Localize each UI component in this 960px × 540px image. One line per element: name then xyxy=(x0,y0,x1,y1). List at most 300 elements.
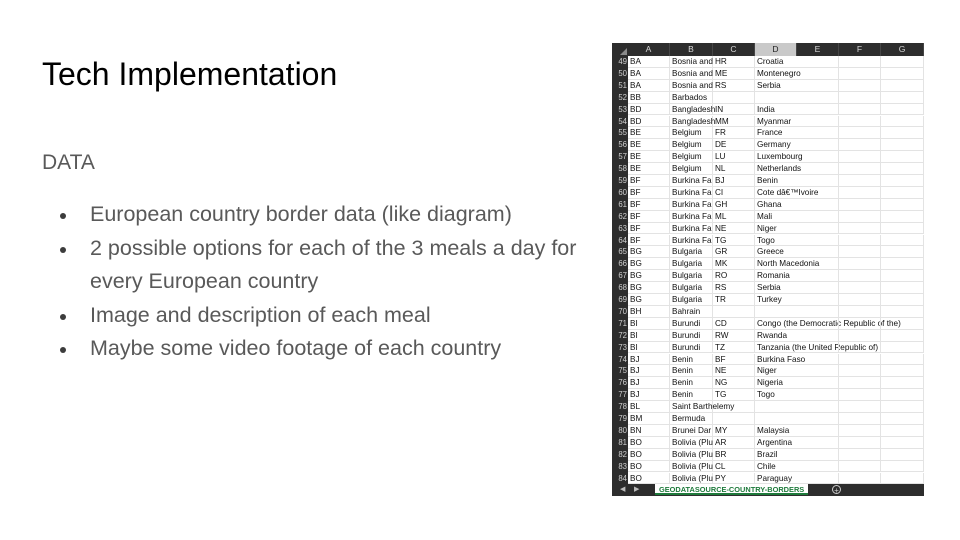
cell-g[interactable] xyxy=(881,116,924,128)
column-header-b[interactable]: B xyxy=(670,43,713,56)
cell-g[interactable] xyxy=(881,294,924,306)
cell-c[interactable]: MY xyxy=(713,425,755,437)
cell-d[interactable]: Rwanda xyxy=(755,330,797,342)
cell-d[interactable]: Malaysia xyxy=(755,425,797,437)
cell-b[interactable]: Bosnia and xyxy=(672,68,713,78)
cell-a[interactable]: BA xyxy=(628,56,670,68)
cell-f[interactable] xyxy=(839,389,881,401)
cell-c[interactable]: CI xyxy=(713,187,755,199)
cell-c[interactable]: PY xyxy=(713,473,755,485)
cell-g[interactable] xyxy=(881,235,924,247)
cell-d[interactable]: India xyxy=(755,104,797,116)
cell-e[interactable] xyxy=(797,473,839,485)
cell-c[interactable]: HR xyxy=(713,56,755,68)
cell-g[interactable] xyxy=(881,199,924,211)
cell-e[interactable] xyxy=(797,246,839,258)
cell-e[interactable] xyxy=(797,151,839,163)
cell-c[interactable]: RO xyxy=(713,270,755,282)
cell-e[interactable] xyxy=(797,199,839,211)
cell-d[interactable]: France xyxy=(755,127,797,139)
cell-e[interactable] xyxy=(797,330,839,342)
cell-a[interactable]: BE xyxy=(628,139,670,151)
cell-f[interactable] xyxy=(839,461,881,473)
cell-f[interactable] xyxy=(839,306,881,318)
cell-a[interactable]: BE xyxy=(628,151,670,163)
cell-f[interactable] xyxy=(839,80,881,92)
cell-a[interactable]: BN xyxy=(628,425,670,437)
cell-b[interactable]: Bermuda xyxy=(670,413,713,425)
cell-a[interactable]: BE xyxy=(628,163,670,175)
cell-b[interactable]: Barbados xyxy=(670,92,713,104)
cell-g[interactable] xyxy=(881,377,924,389)
cell-a[interactable]: BO xyxy=(628,473,670,485)
cell-d[interactable]: Luxembourg xyxy=(757,152,803,162)
cell-e[interactable] xyxy=(797,187,839,199)
cell-f[interactable] xyxy=(839,330,881,342)
cell-f[interactable] xyxy=(839,211,881,223)
cell-b[interactable]: Saint Barthelemy xyxy=(672,402,735,412)
cell-c[interactable]: NE xyxy=(713,223,755,235)
cell-f[interactable] xyxy=(839,413,881,425)
cell-c[interactable]: MM xyxy=(713,116,755,128)
cell-g[interactable] xyxy=(881,318,924,330)
cell-c[interactable]: GH xyxy=(713,199,755,211)
cell-e[interactable] xyxy=(797,175,839,187)
cell-g[interactable] xyxy=(881,461,924,473)
cell-b[interactable]: Burundi xyxy=(670,318,713,330)
cell-a[interactable]: BE xyxy=(628,127,670,139)
cell-a[interactable]: BJ xyxy=(628,377,670,389)
row-number[interactable]: 53 xyxy=(618,104,627,114)
cell-d[interactable]: Montenegro xyxy=(757,68,801,78)
cell-b[interactable]: Burkina Fa xyxy=(672,235,712,245)
cell-f[interactable] xyxy=(839,68,881,80)
row-number[interactable]: 57 xyxy=(618,152,627,162)
cell-a[interactable]: BG xyxy=(628,258,670,270)
cell-d[interactable] xyxy=(755,306,797,318)
cell-d[interactable]: Tanzania (the United Republic of) xyxy=(757,342,879,352)
cell-c[interactable]: BJ xyxy=(713,175,755,187)
cell-f[interactable] xyxy=(839,425,881,437)
cell-d[interactable]: Cote dâ€™Ivoire xyxy=(757,187,819,197)
cell-g[interactable] xyxy=(881,246,924,258)
cell-a[interactable]: BJ xyxy=(628,389,670,401)
cell-e[interactable] xyxy=(797,68,839,80)
cell-c[interactable]: RS xyxy=(713,282,755,294)
cell-b[interactable]: Benin xyxy=(670,377,713,389)
row-number[interactable]: 83 xyxy=(618,461,627,471)
row-number[interactable]: 54 xyxy=(618,116,627,126)
row-number[interactable]: 62 xyxy=(618,211,627,221)
cell-g[interactable] xyxy=(881,473,924,485)
cell-b[interactable]: Benin xyxy=(670,365,713,377)
cell-g[interactable] xyxy=(881,127,924,139)
cell-f[interactable] xyxy=(839,401,881,413)
row-number[interactable]: 79 xyxy=(618,414,627,423)
cell-d[interactable]: Chile xyxy=(755,461,797,473)
cell-a[interactable]: BA xyxy=(628,68,670,80)
cell-d[interactable]: Togo xyxy=(755,389,797,401)
cell-g[interactable] xyxy=(881,330,924,342)
cell-d[interactable]: Brazil xyxy=(755,449,797,461)
cell-a[interactable]: BH xyxy=(628,306,670,318)
cell-a[interactable]: BI xyxy=(628,330,670,342)
cell-d[interactable]: Nigeria xyxy=(755,377,797,389)
cell-e[interactable] xyxy=(797,104,839,116)
row-number[interactable]: 67 xyxy=(618,271,627,281)
cell-f[interactable] xyxy=(839,270,881,282)
cell-f[interactable] xyxy=(839,223,881,235)
cell-d[interactable]: Burkina Faso xyxy=(757,354,806,364)
add-sheet-icon[interactable]: + xyxy=(832,485,841,494)
column-header-d[interactable]: D xyxy=(755,43,797,56)
cell-g[interactable] xyxy=(881,139,924,151)
cell-e[interactable] xyxy=(797,270,839,282)
cell-a[interactable]: BG xyxy=(628,270,670,282)
cell-b[interactable]: Bolivia (Plu xyxy=(672,449,713,459)
cell-c[interactable]: BR xyxy=(713,449,755,461)
tab-scroll-right-icon[interactable]: ▶ xyxy=(634,486,640,493)
column-header-a[interactable]: A xyxy=(628,43,670,56)
sheet-tab[interactable]: GEODATASOURCE-COUNTRY-BORDERS xyxy=(655,484,808,495)
cell-g[interactable] xyxy=(881,187,924,199)
row-number[interactable]: 81 xyxy=(618,437,627,447)
cell-d[interactable]: Romania xyxy=(755,270,797,282)
cell-f[interactable] xyxy=(839,258,881,270)
cell-c[interactable]: CD xyxy=(713,318,755,330)
cell-f[interactable] xyxy=(839,56,881,68)
cell-g[interactable] xyxy=(881,211,924,223)
cell-b[interactable]: Burundi xyxy=(670,342,713,354)
row-number[interactable]: 73 xyxy=(618,342,627,352)
column-header-e[interactable]: E xyxy=(797,43,839,56)
cell-e[interactable] xyxy=(797,354,839,366)
cell-d[interactable]: Serbia xyxy=(755,282,797,294)
cell-b[interactable]: Brunei Dar xyxy=(672,425,712,435)
cell-c[interactable]: NE xyxy=(713,365,755,377)
cell-e[interactable] xyxy=(797,342,839,354)
row-number[interactable]: 78 xyxy=(618,402,627,412)
cell-d[interactable]: Mali xyxy=(755,211,797,223)
cell-a[interactable]: BD xyxy=(628,104,670,116)
cell-d[interactable]: Congo (the Democratic Republic of the) xyxy=(757,318,901,328)
cell-g[interactable] xyxy=(881,449,924,461)
cell-a[interactable]: BF xyxy=(628,211,670,223)
row-number[interactable]: 64 xyxy=(618,235,627,245)
cell-b[interactable]: Burkina Fa xyxy=(672,211,712,221)
cell-a[interactable]: BI xyxy=(628,342,670,354)
cell-e[interactable] xyxy=(797,318,839,330)
cell-c[interactable] xyxy=(713,401,755,413)
cell-e[interactable] xyxy=(797,211,839,223)
cell-b[interactable]: Bulgaria xyxy=(670,246,713,258)
cell-g[interactable] xyxy=(881,282,924,294)
cell-d[interactable]: Serbia xyxy=(755,80,797,92)
cell-b[interactable]: Bolivia (Plu xyxy=(672,461,713,471)
cell-f[interactable] xyxy=(839,449,881,461)
row-number[interactable]: 72 xyxy=(618,330,627,340)
cell-c[interactable]: BF xyxy=(713,354,755,366)
cell-b[interactable]: Bosnia and xyxy=(672,57,713,66)
cell-a[interactable]: BD xyxy=(628,116,670,128)
cell-a[interactable]: BF xyxy=(628,187,670,199)
cell-g[interactable] xyxy=(881,68,924,80)
cell-f[interactable] xyxy=(839,116,881,128)
cell-f[interactable] xyxy=(839,187,881,199)
cell-f[interactable] xyxy=(839,377,881,389)
cell-e[interactable] xyxy=(797,92,839,104)
row-number[interactable]: 55 xyxy=(618,128,627,138)
row-number[interactable]: 68 xyxy=(618,283,627,293)
cell-a[interactable]: BI xyxy=(628,318,670,330)
cell-d[interactable]: Germany xyxy=(755,139,797,151)
row-number[interactable]: 65 xyxy=(618,247,627,257)
cell-g[interactable] xyxy=(881,342,924,354)
cell-e[interactable] xyxy=(797,401,839,413)
row-number[interactable]: 69 xyxy=(618,295,627,304)
cell-b[interactable]: Belgium xyxy=(670,127,713,139)
cell-a[interactable]: BO xyxy=(628,449,670,461)
cell-e[interactable] xyxy=(797,425,839,437)
cell-d[interactable]: Turkey xyxy=(755,294,797,306)
cell-b[interactable]: Belgium xyxy=(670,151,713,163)
cell-g[interactable] xyxy=(881,258,924,270)
cell-f[interactable] xyxy=(839,139,881,151)
column-header-c[interactable]: C xyxy=(713,43,755,56)
cell-g[interactable] xyxy=(881,80,924,92)
cell-c[interactable]: RW xyxy=(713,330,755,342)
row-number[interactable]: 50 xyxy=(618,68,627,78)
cell-g[interactable] xyxy=(881,104,924,116)
cell-d[interactable]: Greece xyxy=(755,246,797,258)
cell-d[interactable]: Niger xyxy=(755,223,797,235)
cell-b[interactable]: Bulgaria xyxy=(670,282,713,294)
row-number[interactable]: 56 xyxy=(618,140,627,150)
cell-g[interactable] xyxy=(881,354,924,366)
row-number[interactable]: 49 xyxy=(618,57,627,66)
cell-g[interactable] xyxy=(881,175,924,187)
cell-f[interactable] xyxy=(839,175,881,187)
row-number[interactable]: 75 xyxy=(618,366,627,376)
cell-d[interactable] xyxy=(755,413,797,425)
cell-c[interactable] xyxy=(713,413,755,425)
cell-g[interactable] xyxy=(881,223,924,235)
cell-a[interactable]: BJ xyxy=(628,365,670,377)
cell-f[interactable] xyxy=(839,294,881,306)
cell-b[interactable]: Bolivia (Plu xyxy=(672,437,713,447)
cell-g[interactable] xyxy=(881,163,924,175)
cell-c[interactable]: NG xyxy=(713,377,755,389)
cell-d[interactable]: Croatia xyxy=(755,56,797,68)
cell-f[interactable] xyxy=(839,151,881,163)
cell-b[interactable]: Belgium xyxy=(670,139,713,151)
row-number[interactable]: 61 xyxy=(618,199,627,209)
cell-a[interactable]: BF xyxy=(628,199,670,211)
cell-f[interactable] xyxy=(839,163,881,175)
cell-e[interactable] xyxy=(797,223,839,235)
cell-c[interactable]: TR xyxy=(713,294,755,306)
cell-d[interactable]: Benin xyxy=(755,175,797,187)
cell-b[interactable]: Bolivia (Plu xyxy=(672,473,713,483)
cell-c[interactable]: DE xyxy=(713,139,755,151)
cell-f[interactable] xyxy=(839,92,881,104)
cell-c[interactable]: TG xyxy=(713,235,755,247)
cell-a[interactable]: BG xyxy=(628,294,670,306)
row-number[interactable]: 71 xyxy=(618,318,627,328)
cell-e[interactable] xyxy=(797,139,839,151)
row-number[interactable]: 82 xyxy=(618,449,627,459)
cell-g[interactable] xyxy=(881,56,924,68)
cell-g[interactable] xyxy=(881,437,924,449)
cell-f[interactable] xyxy=(839,246,881,258)
cell-f[interactable] xyxy=(839,199,881,211)
cell-b[interactable]: Belgium xyxy=(670,163,713,175)
row-number[interactable]: 70 xyxy=(618,306,627,316)
cell-g[interactable] xyxy=(881,413,924,425)
cell-a[interactable]: BM xyxy=(628,413,670,425)
cell-a[interactable]: BA xyxy=(628,80,670,92)
cell-g[interactable] xyxy=(881,306,924,318)
cell-c[interactable]: TZ xyxy=(713,342,755,354)
cell-a[interactable]: BG xyxy=(628,282,670,294)
cell-c[interactable]: GR xyxy=(713,246,755,258)
cell-e[interactable] xyxy=(797,127,839,139)
cell-e[interactable] xyxy=(797,258,839,270)
cell-e[interactable] xyxy=(797,163,839,175)
cell-f[interactable] xyxy=(839,354,881,366)
cell-b[interactable]: Burundi xyxy=(670,330,713,342)
cell-d[interactable]: Myanmar xyxy=(755,116,797,128)
cell-g[interactable] xyxy=(881,270,924,282)
column-header-f[interactable]: F xyxy=(839,43,881,56)
cell-g[interactable] xyxy=(881,389,924,401)
cell-b[interactable]: Bangladesh xyxy=(672,104,716,114)
row-number[interactable]: 80 xyxy=(618,425,627,435)
cell-f[interactable] xyxy=(839,473,881,485)
cell-c[interactable] xyxy=(713,306,755,318)
cell-c[interactable]: ME xyxy=(713,68,755,80)
cell-g[interactable] xyxy=(881,365,924,377)
cell-d[interactable] xyxy=(755,92,797,104)
row-number[interactable]: 51 xyxy=(618,80,627,90)
row-number[interactable]: 52 xyxy=(618,92,627,102)
cell-e[interactable] xyxy=(797,461,839,473)
cell-d[interactable]: Niger xyxy=(755,365,797,377)
cell-a[interactable]: BG xyxy=(628,246,670,258)
cell-g[interactable] xyxy=(881,151,924,163)
cell-a[interactable]: BF xyxy=(628,175,670,187)
cell-a[interactable]: BL xyxy=(628,401,670,413)
cell-c[interactable]: NL xyxy=(713,163,755,175)
cell-f[interactable] xyxy=(839,318,881,330)
cell-c[interactable]: AR xyxy=(713,437,755,449)
cell-a[interactable]: BF xyxy=(628,223,670,235)
cell-d[interactable] xyxy=(755,401,797,413)
cell-c[interactable]: ML xyxy=(713,211,755,223)
cell-e[interactable] xyxy=(797,449,839,461)
cell-e[interactable] xyxy=(797,116,839,128)
cell-b[interactable]: Bulgaria xyxy=(670,270,713,282)
cell-d[interactable]: Netherlands xyxy=(757,164,802,174)
cell-e[interactable] xyxy=(797,377,839,389)
column-header-g[interactable]: G xyxy=(881,43,924,56)
row-number[interactable]: 63 xyxy=(618,223,627,233)
cell-f[interactable] xyxy=(839,104,881,116)
cell-b[interactable]: Bahrain xyxy=(670,306,713,318)
cell-g[interactable] xyxy=(881,92,924,104)
select-all-corner[interactable] xyxy=(612,43,628,56)
cell-c[interactable]: TG xyxy=(713,389,755,401)
row-number[interactable]: 60 xyxy=(618,187,627,197)
cell-b[interactable]: Bosnia and xyxy=(672,80,713,90)
cell-e[interactable] xyxy=(797,282,839,294)
cell-b[interactable]: Benin xyxy=(670,389,713,401)
cell-f[interactable] xyxy=(839,342,881,354)
cell-a[interactable]: BO xyxy=(628,461,670,473)
cell-d[interactable]: Togo xyxy=(755,235,797,247)
cell-e[interactable] xyxy=(797,80,839,92)
cell-b[interactable]: Burkina Fa xyxy=(672,187,712,197)
cell-b[interactable]: Bangladesh xyxy=(672,116,716,126)
row-number[interactable]: 66 xyxy=(618,259,627,269)
cell-a[interactable]: BJ xyxy=(628,354,670,366)
row-number[interactable]: 76 xyxy=(618,378,627,388)
cell-a[interactable]: BF xyxy=(628,235,670,247)
cell-d[interactable]: Paraguay xyxy=(755,473,797,485)
cell-b[interactable]: Burkina Fa xyxy=(672,176,712,185)
cell-f[interactable] xyxy=(839,365,881,377)
cell-b[interactable]: Benin xyxy=(670,354,713,366)
cell-g[interactable] xyxy=(881,425,924,437)
cell-e[interactable] xyxy=(797,389,839,401)
row-number[interactable]: 84 xyxy=(618,473,627,483)
cell-e[interactable] xyxy=(797,365,839,377)
cell-c[interactable]: IN xyxy=(713,104,755,116)
cell-c[interactable]: CL xyxy=(713,461,755,473)
cell-c[interactable] xyxy=(713,92,755,104)
cell-a[interactable]: BB xyxy=(628,92,670,104)
cell-c[interactable]: RS xyxy=(713,80,755,92)
cell-e[interactable] xyxy=(797,413,839,425)
cell-e[interactable] xyxy=(797,437,839,449)
cell-e[interactable] xyxy=(797,56,839,68)
cell-c[interactable]: LU xyxy=(713,151,755,163)
row-number[interactable]: 74 xyxy=(618,354,627,364)
cell-a[interactable]: BO xyxy=(628,437,670,449)
row-number[interactable]: 77 xyxy=(618,390,627,400)
cell-c[interactable]: FR xyxy=(713,127,755,139)
cell-b[interactable]: Burkina Fa xyxy=(672,199,712,209)
cell-c[interactable]: MK xyxy=(713,258,755,270)
row-number[interactable]: 58 xyxy=(618,164,627,174)
tab-scroll-left-icon[interactable]: ◀ xyxy=(620,486,626,493)
cell-e[interactable] xyxy=(797,235,839,247)
cell-d[interactable]: Argentina xyxy=(755,437,797,449)
cell-b[interactable]: Bulgaria xyxy=(670,294,713,306)
cell-f[interactable] xyxy=(839,437,881,449)
cell-f[interactable] xyxy=(839,127,881,139)
cell-d[interactable]: Ghana xyxy=(755,199,797,211)
cell-b[interactable]: Bulgaria xyxy=(670,258,713,270)
cell-f[interactable] xyxy=(839,235,881,247)
cell-e[interactable] xyxy=(797,294,839,306)
cell-g[interactable] xyxy=(881,401,924,413)
cell-f[interactable] xyxy=(839,282,881,294)
row-number[interactable]: 59 xyxy=(618,176,627,185)
cell-d[interactable]: North Macedonia xyxy=(757,259,820,269)
cell-b[interactable]: Burkina Fa xyxy=(672,223,712,233)
cell-e[interactable] xyxy=(797,306,839,318)
